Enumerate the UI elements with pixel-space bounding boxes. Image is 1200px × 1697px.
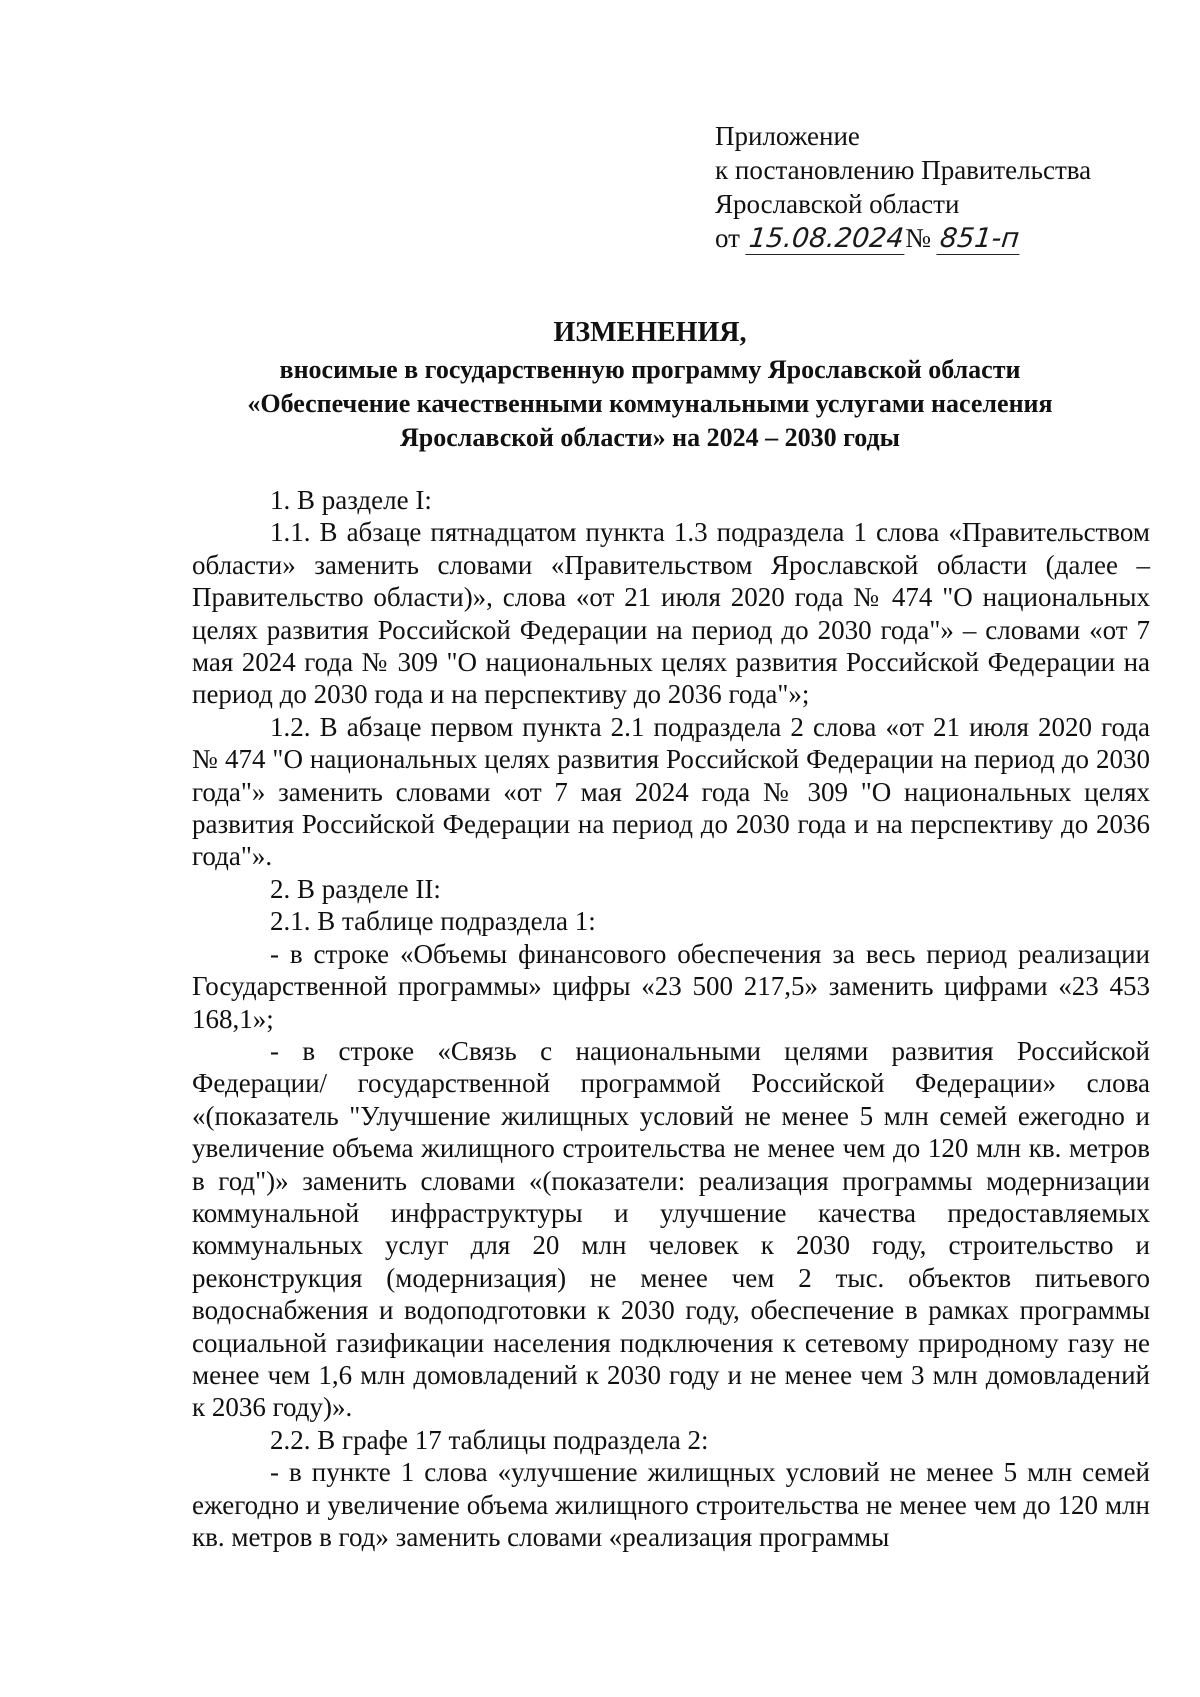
heading-line-3: Ярославской области» на 2024 – 2030 годы: [400, 423, 900, 452]
appendix-title: Приложение: [715, 121, 860, 151]
paragraph-section-2: 2. В разделе II:: [270, 873, 441, 904]
paragraph-section-1: 1. В разделе I:: [270, 485, 432, 515]
paragraph-2-2-item-1: - в пункте 1 слова «улучшение жилищных условий не менее 5 млн семей ежегодно и увеличение объема жилищного строительства не менее чем до 120 млн кв. метров в год» заменить словами «реализация программы: [192, 1457, 1150, 1552]
date-prefix: от: [715, 223, 740, 253]
handwritten-date: 15.08.2024: [745, 224, 907, 255]
paragraph-2-1-financing: - в строке «Объемы финансового обеспечения за весь период реализации Государственной программы» цифры «23 500 217,5» заменить цифрами «23 453 168,1»;: [192, 938, 1150, 1034]
paragraph-1-1: 1.1. В абзаце пятнадцатом пункта 1.3 подраздела 1 слова «Правительством области» заменить словами «Правительством Ярославской области (далее – Правительство области)», слова «от 21 июля 2020 года № 474 "О национальных целях развития Российской Федерации на период до 2030 года"» – словами «от 7 мая 2024 года № 309 "О национальных целях развития Российской Федерации на период до 2030 года и на перспективу до 2036 года"»;: [192, 517, 1150, 710]
heading-line-2: «Обеспечение качественными коммунальными услугами населения: [247, 389, 1053, 418]
appendix-region: Ярославской области: [715, 189, 960, 219]
heading-line-1: вносимые в государственную программу Ярославской области: [279, 355, 1021, 384]
appendix-date-line: [715, 221, 1155, 255]
handwritten-number: 851-п: [936, 224, 1022, 255]
paragraph-1-2: 1.2. В абзаце первом пункта 2.1 подраздела 2 слова «от 21 июля 2020 года № 474 "О национальных целях развития Российской Федерации на период до 2030 года"» заменить словами «от 7 мая 2024 года № 309 "О национальных целях развития Российской Федерации на период до 2030 года и на перспективу до 2036 года"».: [192, 711, 1150, 872]
appendix-block: [715, 119, 1155, 255]
document-heading: [150, 316, 1150, 455]
paragraph-2-1-national-goals: - в строке «Связь с национальными целями развития Российской Федерации/ государственной программой Российской Федерации» слова «(показатель "Улучшение жилищных условий не менее 5 млн семей ежегодно и увеличение объема жилищного строительства не менее чем до 120 млн кв. метров в год")» заменить словами «(показатели: реализация программы модернизации коммунальной инфраструктуры и улучшение качества предоставляемых коммунальных услуг для 20 млн человек к 2030 году, строительство и реконструкция (модернизация) не менее чем 2 тыс. объектов питьевого водоснабжения и водоподготовки к 2030 году, обеспечение в рамках программы социальной газификации населения подключения к сетевому природному газу не менее чем 1,6 млн домовладений к 2030 году и не менее чем 3 млн домовладений к 2036 году)».: [192, 1035, 1150, 1423]
paragraph-2-1: 2.1. В таблице подраздела 1:: [270, 906, 596, 937]
document-body: [192, 484, 1150, 1553]
appendix-reference: к постановлению Правительства: [715, 155, 1092, 185]
heading-title: ИЗМЕНЕНИЯ,: [553, 317, 747, 348]
paragraph-2-2: 2.2. В графе 17 таблицы подраздела 2:: [270, 1424, 709, 1455]
number-prefix: №: [905, 223, 932, 253]
